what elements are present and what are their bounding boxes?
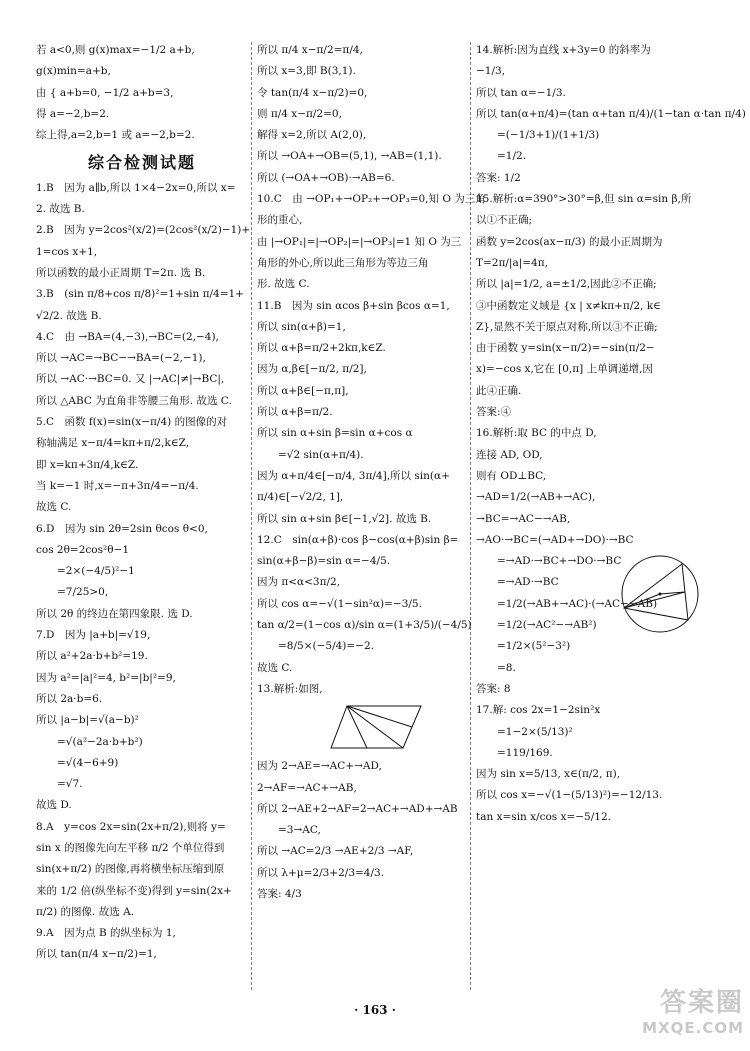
text-line: 所以 |a−b|=√(a−b)² [36, 714, 139, 727]
text-line: 故选 C. [257, 661, 293, 674]
text-line: 9.A 因为点 B 的纵坐标为 1, [36, 927, 176, 940]
text-line: 因为 sin x=5/13, x∈(π/2, π), [476, 768, 621, 781]
text-line: 由 { a+b=0, −1/2 a+b=3, [36, 86, 174, 99]
text-line: =→AD·→BC+→DO·→BC [476, 555, 622, 568]
text-line: 因为 π<α<3π/2, [257, 576, 341, 589]
text-line: 综上得,a=2,b=1 或 a=−2,b=2. [36, 129, 195, 142]
text-line: =8. [476, 661, 516, 674]
text-line: x)=−cos x,它在 [0,π] 上单调递增,因 [476, 363, 653, 376]
text-line: →AD=1/2(→AB+→AC), [476, 491, 596, 504]
text-line: =3→AC, [257, 824, 321, 837]
text-line: 故选 C. [36, 501, 72, 514]
text-line: 4.C 由 →BA=(4,−3),→BC=(2,−4), [36, 330, 219, 343]
text-line: ③中函数定义域是 {x | x≠kπ+π/2, k∈ [476, 299, 661, 312]
text-line: 5.C 函数 f(x)=sin(x−π/4) 的图像的对 [36, 416, 228, 429]
text-line: 7.D 因为 |a+b|=√19, [36, 629, 151, 642]
text-line: 所以 →AC=2/3 →AE+2/3 →AF, [257, 845, 414, 858]
text-line: 12.C sin(α+β)·cos β−cos(α+β)sin β= [257, 533, 459, 546]
text-line: 8.A y=cos 2x=sin(2x+π/2),则将 y= [36, 820, 226, 833]
text-line: 此④正确. [476, 384, 522, 397]
text-line: 3.B (sin π/8+cos π/8)²=1+sin π/4=1+ [36, 288, 244, 301]
text-line: 17.解: cos 2x=1−2sin²x [476, 704, 601, 717]
text-line: g(x)min=a+b, [36, 65, 111, 78]
text-line: 所以 a²+2a·b+b²=19. [36, 650, 148, 663]
text-line: →AO·→BC=(→AD+→DO)·→BC [476, 533, 634, 546]
text-line: 由于函数 y=sin(x−π/2)=−sin(π/2− [476, 342, 655, 355]
text-line: 所以 sin(α+β)=1, [257, 320, 346, 333]
text-line: Z},显然不关于原点对称,所以③不正确; [476, 320, 658, 333]
text-line: 所以函数的最小正周期 T=2π. 选 B. [36, 266, 206, 279]
text-line: =8/5×(−5/4)=−2. [257, 640, 374, 653]
text-line: π/2) 的图像. 故选 A. [36, 905, 134, 918]
text-line: 形. 故选 C. [257, 278, 310, 291]
text-line: =1−2×(5/13)² [476, 725, 573, 738]
text-line: 6.D 因为 sin 2θ=2sin θcos θ<0, [36, 522, 208, 535]
text-line: 所以 x=3,即 B(3,1). [257, 65, 356, 78]
text-line: 14.解析:因为直线 x+3y=0 的斜率为 [476, 44, 651, 56]
text-line: 2. 故选 B. [36, 203, 85, 216]
text-line: 因为 α+π/4∈[−π/4, 3π/4],所以 sin(α+ [257, 469, 450, 482]
text-line: 2→AF=→AC+→AB, [257, 781, 357, 794]
text-line: =119/169. [476, 746, 553, 759]
middle-column [257, 40, 486, 1000]
text-line: 所以 2θ 的终边在第四象限. 选 D. [36, 607, 193, 620]
text-line: =1/2×(5²−3²) [476, 640, 571, 653]
right-column [476, 40, 746, 1000]
text-line: =7/25>0, [36, 586, 109, 599]
text-line: 答案: 8 [476, 682, 511, 695]
text-line: =√2 sin(α+π/4). [257, 448, 364, 461]
site-watermark [642, 982, 744, 1037]
text-line: 10.C 由 →OP₁+→OP₂+→OP₃=0,知 O 为三角 [257, 193, 486, 206]
text-line: 所以 tan(π/4 x−π/2)=1, [36, 948, 157, 961]
column-divider [251, 42, 252, 990]
text-line: 答案: 1/2 [476, 171, 521, 184]
circle-triangle-figure [618, 552, 702, 636]
text-line: =1/2(→AB+→AC)·(→AC−→AB) [476, 597, 658, 610]
text-line: =2×(−4/5)²−1 [36, 565, 135, 578]
text-line: T=2π/|a|=4π, [476, 256, 548, 269]
text-line: 2.B 因为 y=2cos²(x/2)=(2cos²(x/2)−1)+ [36, 224, 251, 237]
text-line: 称轴满足 x−π/4=kπ+π/2,k∈Z, [36, 437, 190, 450]
text-line: 16.解析:取 BC 的中点 D, [476, 427, 597, 440]
text-line: sin(x+π/2) 的图像,再将横坐标压缩到原 [36, 863, 225, 876]
text-line: cos 2θ=2cos²θ−1 [36, 543, 130, 556]
column-divider [470, 42, 471, 990]
middle-column-answers [257, 40, 486, 700]
text-line: =√(a²−2a·b+b²) [36, 735, 143, 748]
text-line: 所以 |a|=1/2, a=±1/2,因此②不正确; [476, 278, 657, 291]
text-line: =1/2(→AC²−→AB²) [476, 619, 597, 632]
text-line: 所以 sin α+sin β∈[−1,√2]. 故选 B. [257, 512, 432, 525]
text-line: 因为 α,β∈[−π/2, π/2], [257, 363, 367, 376]
text-line: −1/3, [476, 65, 506, 78]
text-line: π/4)∈[−√2/2, 1], [257, 491, 344, 504]
left-column [36, 40, 251, 1000]
text-line: =1/2. [476, 150, 527, 163]
text-line: 得 a=−2,b=2. [36, 107, 110, 120]
text-line: 所以 2a·b=6. [36, 692, 103, 705]
text-line: 连接 AD, OD, [476, 448, 543, 461]
middle-column-answers-continued [257, 756, 465, 905]
text-line: =√(4−6+9) [36, 756, 119, 769]
text-line: 所以 △ABC 为直角非等腰三角形. 故选 C. [36, 394, 232, 407]
watermark-url: MXQE.COM [642, 1019, 744, 1037]
text-line: 所以 α+β=π/2+2kπ,k∈Z. [257, 342, 386, 355]
text-line: 故选 D. [36, 799, 72, 812]
text-line: sin x 的图像先向左平移 π/2 个单位得到 [36, 841, 225, 854]
text-line: tan x=sin x/cos x=−5/12. [476, 810, 611, 823]
text-line: √2/2. 故选 B. [36, 309, 102, 322]
text-line: 所以 cos α=−√(1−sin²α)=−3/5. [257, 597, 422, 610]
text-line: 所以 α+β∈[−π,π], [257, 384, 349, 397]
left-column-answers [36, 178, 251, 966]
watermark-logo-text: 答案圈 [659, 988, 744, 1018]
text-line: 所以 λ+μ=2/3+2/3=4/3. [257, 866, 385, 879]
page-number: · 163 · [354, 1003, 396, 1017]
text-line: 所以 →AC=→BC−→BA=(−2,−1), [36, 352, 206, 365]
text-line: 则有 OD⊥BC, [476, 469, 547, 482]
text-line: 13.解析:如图, [257, 682, 323, 695]
text-line: =(−1/3+1)/(1+1/3) [476, 129, 600, 142]
text-line: 1.B 因为 a∥b,所以 1×4−2x=0,所以 x= [36, 181, 236, 194]
text-line: 1=cos x+1, [36, 245, 98, 258]
text-line: 形的重心, [257, 214, 303, 227]
text-line: 11.B 因为 sin αcos β+sin βcos α=1, [257, 299, 450, 312]
text-line: 所以 tan(α+π/4)=(tan α+tan π/4)/(1−tan α·tan π/4) [476, 107, 746, 120]
text-line: 所以 cos x=−√(1−(5/13)²)=−12/13. [476, 789, 663, 802]
text-line: 答案:④ [476, 406, 512, 419]
text-line: 所以 sin α+sin β=sin α+cos α [257, 427, 413, 440]
text-line: 以①不正确; [476, 214, 533, 227]
right-column-answers [476, 40, 746, 828]
text-line: 所以 2→AE+2→AF=2→AC+→AD+→AB [257, 802, 458, 815]
text-line: 来的 1/2 倍(纵坐标不变)得到 y=sin(2x+ [36, 884, 232, 897]
text-line: 即 x=kπ+3π/4,k∈Z. [36, 458, 139, 471]
text-line: 因为 a²=|a|²=4, b²=|b|²=9, [36, 671, 176, 684]
text-line: 由 |→OP₁|=|→OP₂|=|→OP₃|=1 知 O 为三 [257, 235, 462, 248]
text-line: →BC=→AC−→AB, [476, 512, 571, 525]
section-title: 综合检测试题 [87, 153, 196, 173]
text-line: sin(α+β−β)=sin α=−4/5. [257, 555, 391, 568]
text-line: 当 k=−1 时,x=−π+3π/4=−π/4. [36, 479, 199, 492]
text-line: =√7. [36, 778, 83, 791]
text-line: 所以 →OA+→OB=(5,1), →AB=(1,1). [257, 150, 442, 163]
text-line: 则 π/4 x−π/2=0, [257, 107, 342, 120]
text-line: 若 a<0,则 g(x)max=−1/2 a+b, [36, 44, 195, 56]
text-line: =→AD·→BC [476, 576, 559, 589]
left-column-top-lines [36, 40, 248, 146]
text-line: 所以 (→OA+→OB)·→AB=6. [257, 171, 395, 184]
text-line: 所以 π/4 x−π/2=π/4, [257, 44, 363, 56]
text-line: 函数 y=2cos(ax−π/3) 的最小正周期为 [476, 235, 663, 248]
text-line: 令 tan(π/4 x−π/2)=0, [257, 86, 368, 99]
parallelogram-figure [327, 702, 427, 754]
text-line: 答案: 4/3 [257, 887, 302, 900]
text-line: 15.解析:α=390°>30°=β,但 sin α=sin β,所 [476, 193, 692, 206]
text-line: 解得 x=2,所以 A(2,0), [257, 129, 367, 142]
text-line: 角形的外心,所以此三角形为等边三角 [257, 256, 429, 269]
text-line: 因为 2→AE=→AC+→AD, [257, 760, 382, 773]
text-line: 所以 α+β=π/2. [257, 406, 333, 419]
text-line: 所以 tan α=−1/3. [476, 86, 566, 99]
text-line: 所以 →AC·→BC=0. 又 |→AC|≠|→BC|, [36, 373, 225, 386]
text-line: tan α/2=(1−cos α)/sin α=(1+3/5)/(−4/5) [257, 619, 472, 632]
